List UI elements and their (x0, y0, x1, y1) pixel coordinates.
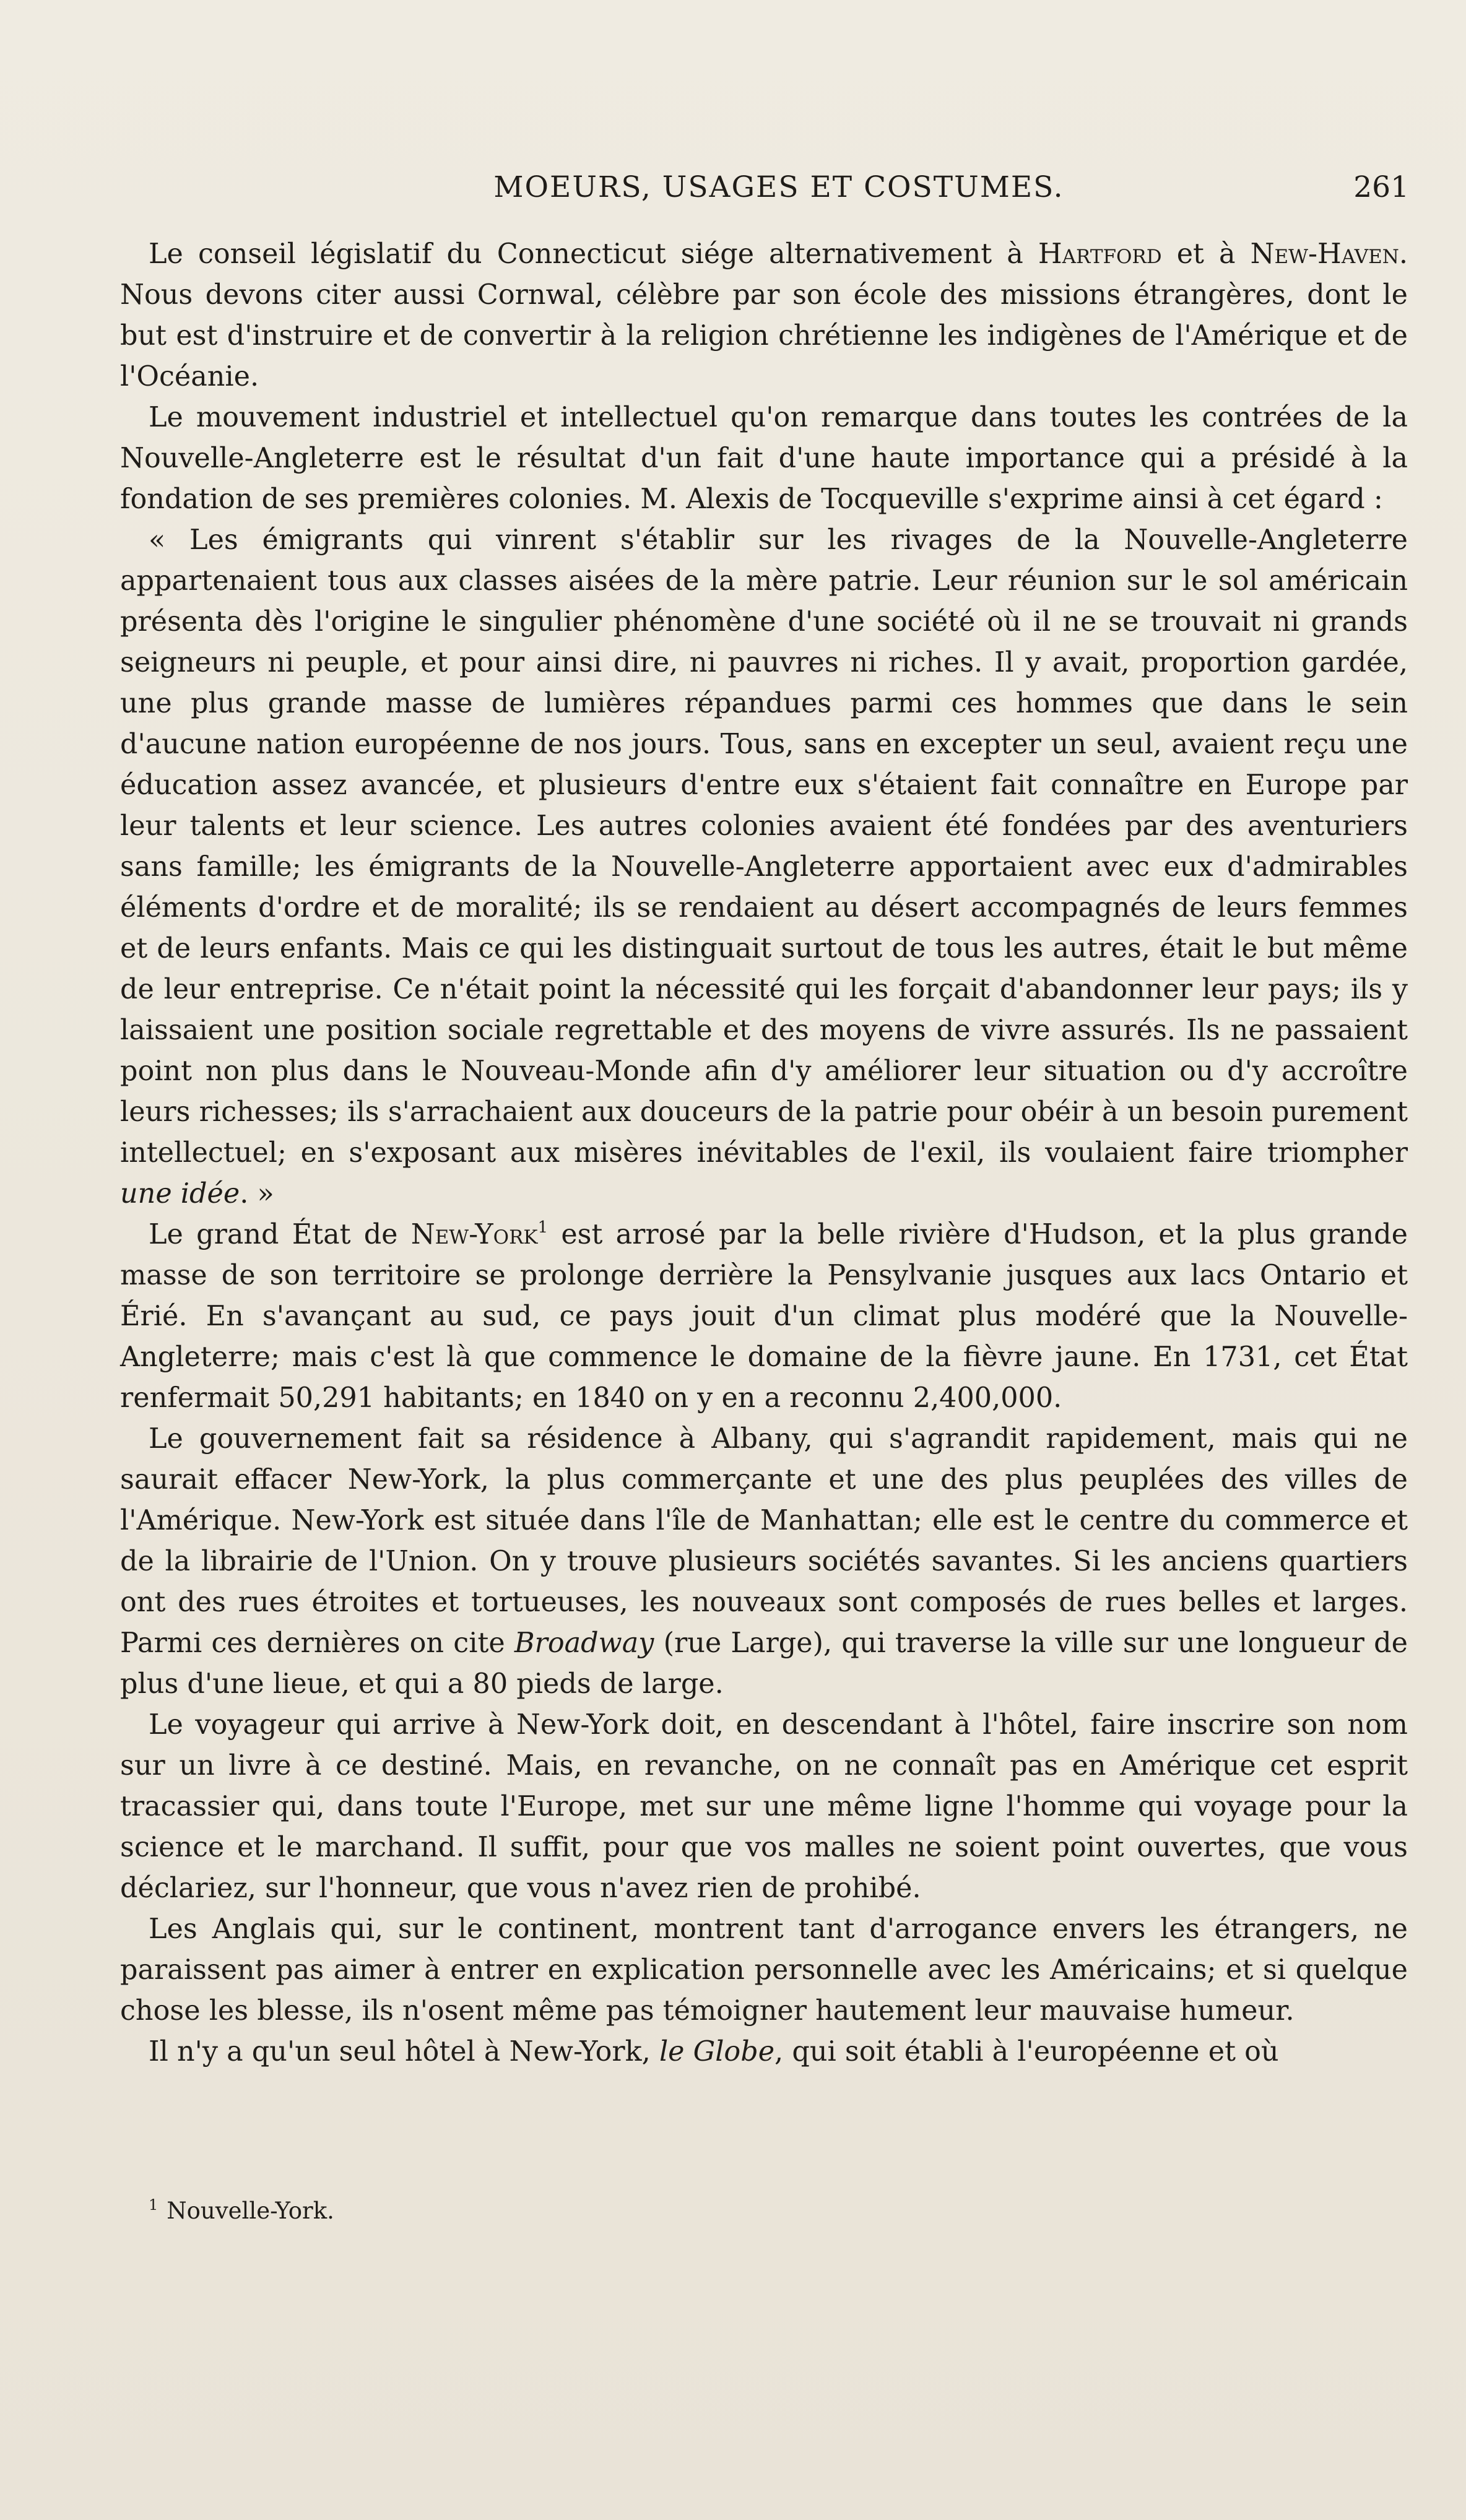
place-name-new-york: New-York (410, 1219, 538, 1250)
paragraph-english: Les Anglais qui, sur le continent, montrent tant d'arrogance envers les étrangers, ne paraissent pas aimer à entrer en explication personnelle avec les Américains; et si quelque chose les blesse, ils n'osent même pas témoigner hautement leur mauvaise humeur. (120, 1913, 1408, 2027)
paragraph-government-albany: Le gouvernement fait sa résidence à Albany, qui s'agrandit rapidement, mais qui ne saurait effacer New-York, la plus commerçante et une des plus peuplées des villes de l'Amérique. New-York est située dans l'île de Manhattan; elle est le centre du commerce et de la librairie de l'Union. On y trouve plusieurs sociétés savantes. Si les anciens quartiers ont des rues étroites et tortueuses, les nouveaux sont composés de rues belles et larges. Parmi ces dernières on cite Broadway (rue Large), qui traverse la ville sur une longueur de plus d'une lieue, et qui a 80 pieds de large. (120, 1423, 1408, 1700)
street-name-broadway: Broadway (514, 1627, 654, 1659)
running-title: MOEURS, USAGES ET COSTUMES. (493, 170, 1064, 204)
paragraph-traveler: Le voyageur qui arrive à New-York doit, en descendant à l'hôtel, faire inscrire son nom sur un livre à ce destiné. Mais, en revanche, on ne connaît pas en Amérique cet esprit tracassier qui, dans toute l'Europe, met sur une même ligne l'homme qui voyage pour la science et le marchand. Il suffit, pour que vos malles ne soient point ouvertes, que vous déclariez, sur l'honneur, que vous n'avez rien de prohibé. (120, 1709, 1408, 1904)
place-name-new-haven: New-Haven (1250, 238, 1399, 270)
paragraph-hotel: Il n'y a qu'un seul hôtel à New-York, le Globe, qui soit établi à l'européenne et où (149, 2036, 1279, 2068)
emphasis-une-idee: une idée (120, 1178, 240, 1210)
footnote-reference: 1 (537, 1218, 549, 1237)
footnote-marker: 1 (149, 2196, 158, 2214)
page-number: 261 (1353, 170, 1409, 204)
footnote-text: Nouvelle-York. (167, 2197, 334, 2224)
body-text (120, 234, 1408, 2072)
paragraph-industrial-movement: Le mouvement industriel et intellectuel qu'on remarque dans toutes les contrées de la Nouvelle-Angleterre est le résultat d'un fait d'une haute importance qui a présidé à la fondation de ses premières colonies. M. Alexis de Tocqueville s'exprime ainsi à cet égard : (120, 402, 1408, 515)
running-head (149, 166, 1409, 209)
footnote (149, 2189, 1325, 2227)
paragraph-new-york-state: Le grand État de New-York$^1$ est arrosé par la belle rivière d'Hudson, et la plus grande masse de son territoire se prolonge derrière la Pensylvanie jusques aux lacs Ontario et Érié. En s'avançant au sud, ce pays jouit d'un climat plus modéré que la Nouvelle-Angleterre; mais c'est là que commence le domaine de la fièvre jaune. En 1731, cet État renfermait 50,291 habitants; en 1840 on y en a reconnu 2,400,000. (120, 1218, 1408, 1414)
paragraph-tocqueville-quote: « Les émigrants qui vinrent s'établir sur les rivages de la Nouvelle-Angleterre appartenaient tous aux classes aisées de la mère patrie. Leur réunion sur le sol américain présenta dès l'origine le singulier phénomène d'une société où il ne se trouvait ni grands seigneurs ni peuple, et pour ainsi dire, ni pauvres ni riches. Il y avait, proportion gardée, une plus grande masse de lumières répandues parmi ces hommes que dans le sein d'aucune nation européenne de nos jours. Tous, sans en excepter un seul, avaient reçu une éducation assez avancée, et plusieurs d'entre eux s'étaient fait connaître en Europe par leur talents et leur science. Les autres colonies avaient été fondées par des aventuriers sans famille; les émigrants de la Nouvelle-Angleterre apportaient avec eux d'admirables éléments d'ordre et de moralité; ils se rendaient au désert accompagnés de leurs femmes et de leurs enfants. Mais ce qui les distinguait surtout de tous les autres, était le but même de leur entreprise. Ce n'était point la nécessité qui les forçait d'abandonner leur pays; ils y laissaient une position sociale regrettable et des moyens de vivre assurés. Ils ne passaient point non plus dans le Nouveau-Monde afin d'y améliorer leur situation ou d'y accroître leurs richesses; ils s'arrachaient aux douceurs de la patrie pour obéir à un besoin purement intellectuel; en s'exposant aux misères inévitables de l'exil, ils voulaient faire triompher une idée. » (120, 524, 1408, 1210)
paragraph-connecticut: Le conseil législatif du Connecticut siége alternativement à Hartford et à New-Haven. Nous devons citer aussi Cornwal, célèbre par son école des missions étrangères, dont le but est d'instruire et de convertir à la religion chrétienne les indigènes de l'Amérique et de l'Océanie. (120, 238, 1408, 392)
place-name-hartford: Hartford (1038, 238, 1162, 270)
hotel-name-le-globe: le Globe (659, 2036, 775, 2068)
